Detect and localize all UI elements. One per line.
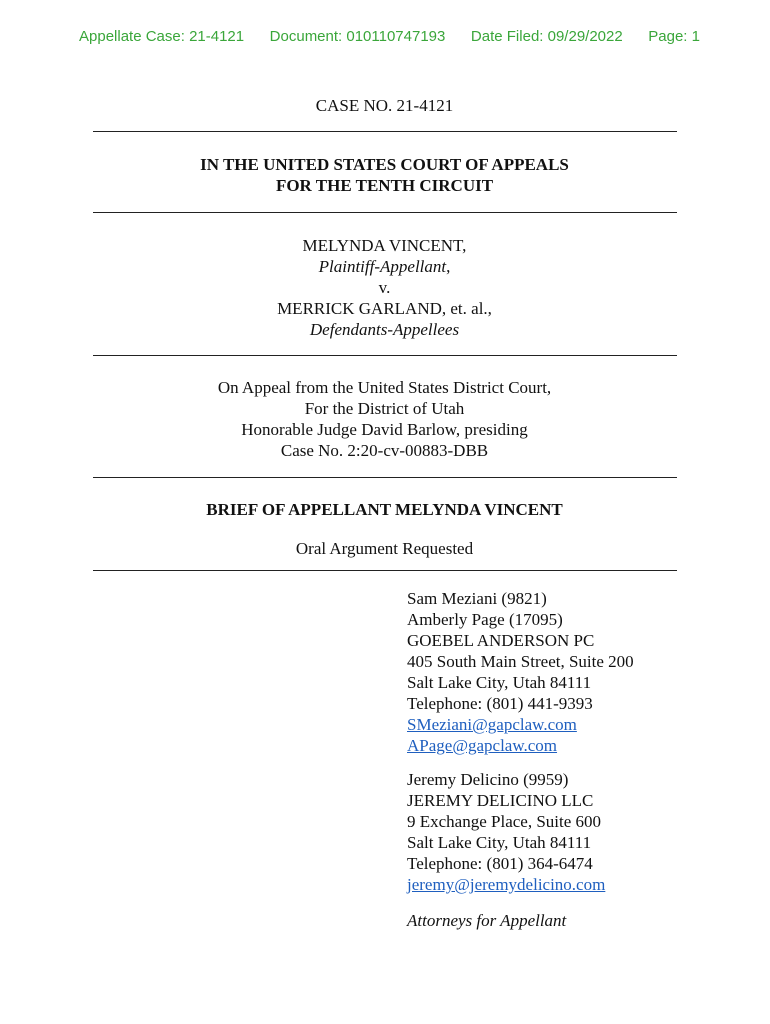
- email-link-jeremy[interactable]: jeremy@jeremydelicino.com: [407, 875, 606, 894]
- court-line-1: IN THE UNITED STATES COURT OF APPEALS: [200, 155, 569, 174]
- divider: [93, 355, 677, 356]
- case-number: CASE NO. 21-4121: [315, 96, 454, 115]
- firm-phone: Telephone: (801) 441-9393: [407, 694, 593, 713]
- divider: [93, 477, 677, 478]
- firm-city: Salt Lake City, Utah 84111: [407, 833, 592, 852]
- appeal-line-3: Honorable Judge David Barlow, presiding: [241, 420, 528, 439]
- appeal-line-4: Case No. 2:20-cv-00883-DBB: [280, 441, 489, 460]
- appeal-line-1: On Appeal from the United States District Court,: [217, 378, 552, 397]
- header-page: Page: 1: [648, 28, 700, 45]
- header-date-filed: Date Filed: 09/29/2022: [470, 28, 623, 45]
- versus: v.: [378, 278, 391, 297]
- divider: [93, 570, 677, 571]
- brief-title: BRIEF OF APPELLANT MELYNDA VINCENT: [206, 500, 563, 519]
- firm-address: 9 Exchange Place, Suite 600: [407, 812, 602, 831]
- plaintiff-role: Plaintiff-Appellant,: [318, 257, 451, 276]
- oral-argument-note: Oral Argument Requested: [295, 539, 474, 558]
- appeal-line-2: For the District of Utah: [304, 399, 465, 418]
- firm-name: JEREMY DELICINO LLC: [407, 791, 594, 810]
- firm-address: 405 South Main Street, Suite 200: [407, 652, 634, 671]
- attorney-name-1: Sam Meziani (9821): [407, 589, 547, 608]
- firm-phone: Telephone: (801) 364-6474: [407, 854, 593, 873]
- divider: [93, 131, 677, 132]
- firm-city: Salt Lake City, Utah 84111: [407, 673, 592, 692]
- counsel-block-1: [407, 588, 634, 756]
- header-case: Appellate Case: 21-4121: [79, 28, 245, 45]
- plaintiff-name: MELYNDA VINCENT,: [302, 236, 467, 255]
- filing-header: [79, 28, 700, 45]
- attorney-name-2: Amberly Page (17095): [407, 610, 563, 629]
- appeal-info: [92, 377, 677, 461]
- court-name: [92, 154, 677, 196]
- attorneys-for-label: Attorneys for Appellant: [407, 911, 567, 930]
- divider: [93, 212, 677, 213]
- email-link-apage[interactable]: APage@gapclaw.com: [407, 736, 558, 755]
- email-link-smeziani[interactable]: SMeziani@gapclaw.com: [407, 715, 577, 734]
- counsel-block-2: [407, 769, 605, 895]
- court-line-2: FOR THE TENTH CIRCUIT: [275, 176, 494, 195]
- defendant-role: Defendants-Appellees: [309, 320, 460, 339]
- firm-name: GOEBEL ANDERSON PC: [407, 631, 595, 650]
- defendant-name: MERRICK GARLAND, et. al.,: [277, 299, 492, 318]
- parties: [92, 235, 677, 340]
- attorney-name: Jeremy Delicino (9959): [407, 770, 569, 789]
- header-document: Document: 010110747193: [269, 28, 446, 45]
